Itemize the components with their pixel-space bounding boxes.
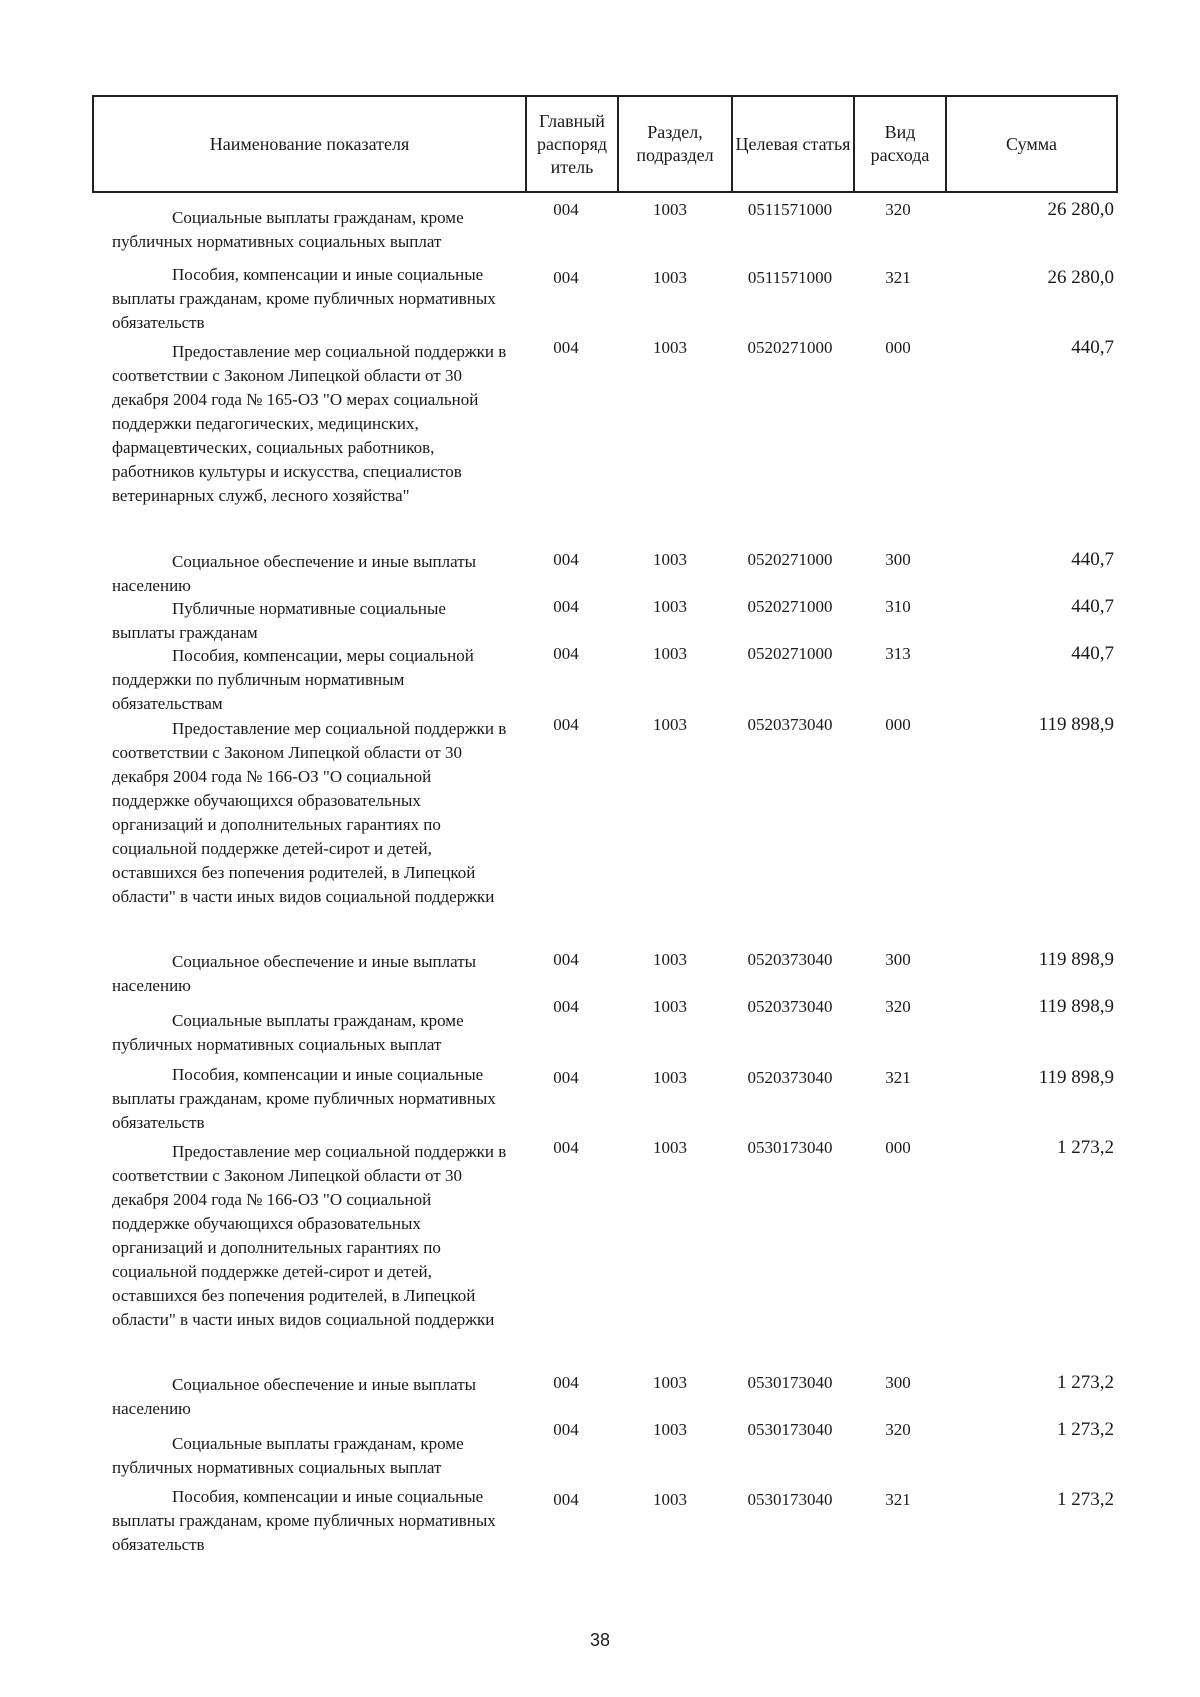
row-vid: 000 [885, 1138, 911, 1157]
row-vid: 000 [885, 715, 911, 734]
row-vid: 300 [885, 1373, 911, 1392]
table-header [92, 95, 1118, 193]
page-number: 38 [589, 1630, 611, 1650]
row-name: Социальное обеспечение и иные выплаты населению [112, 1375, 477, 1418]
row-glav: 004 [553, 1420, 579, 1439]
row-glav: 004 [553, 597, 579, 616]
row-name: Социальные выплаты гражданам, кроме публичных нормативных социальных выплат [112, 1434, 464, 1477]
row-vid: 300 [885, 950, 911, 969]
row-celevaya: 0520373040 [747, 997, 833, 1016]
row-name: Пособия, компенсации и иные социальные выплаты гражданам, кроме публичных нормативных обязательств [112, 1065, 496, 1132]
row-name: Предоставление мер социальной поддержки в соответствии с Законом Липецкой области от 30 декабря 2004 года № 166-ОЗ "О социальной поддержке обучающихся образовательных организаций и дополнительных гарантиях по социальной поддержке детей-сирот и детей, оставшихся без попечения родителей, в Липецкой области" в части иных видов социальной поддержки [112, 719, 507, 906]
header-glav: Главный распоряд итель [526, 96, 618, 192]
header-name: Наименование показателя [93, 96, 526, 192]
row-razdel: 1003 [653, 1420, 687, 1439]
row-sum: 440,7 [1071, 337, 1114, 358]
row-name: Предоставление мер социальной поддержки в соответствии с Законом Липецкой области от 30 декабря 2004 года № 166-ОЗ "О социальной поддержке обучающихся образовательных организаций и дополнительных гарантиях по социальной поддержке детей-сирот и детей, оставшихся без попечения родителей, в Липецкой области" в части иных видов социальной поддержки [112, 1142, 507, 1329]
row-sum: 119 898,9 [1038, 996, 1114, 1017]
row-celevaya: 0511571000 [747, 268, 833, 287]
row-vid: 313 [885, 644, 911, 663]
header-celevaya: Целевая статья [732, 96, 854, 192]
row-glav: 004 [553, 1138, 579, 1157]
row-razdel: 1003 [653, 1490, 687, 1509]
row-name: Пособия, компенсации и иные социальные выплаты гражданам, кроме публичных нормативных обязательств [112, 265, 496, 332]
row-sum: 1 273,2 [1057, 1419, 1114, 1440]
row-sum: 26 280,0 [1047, 199, 1114, 220]
row-vid: 320 [885, 1420, 911, 1439]
row-razdel: 1003 [653, 268, 687, 287]
row-razdel: 1003 [653, 644, 687, 663]
row-vid: 000 [885, 338, 911, 357]
row-sum: 1 273,2 [1057, 1372, 1114, 1393]
header-razdel: Раздел, подраздел [618, 96, 732, 192]
row-name: Предоставление мер социальной поддержки в соответствии с Законом Липецкой области от 30 декабря 2004 года № 165-ОЗ "О мерах социальной поддержки педагогических, медицинских, фармацевтических, социальных работников, работников культуры и искусства, специалистов ветеринарных служб, лесного хозяйства" [112, 342, 507, 505]
row-sum: 119 898,9 [1038, 949, 1114, 970]
row-sum: 1 273,2 [1057, 1137, 1114, 1158]
row-glav: 004 [553, 715, 579, 734]
row-razdel: 1003 [653, 1138, 687, 1157]
row-razdel: 1003 [653, 1068, 687, 1087]
row-glav: 004 [553, 550, 579, 569]
row-celevaya: 0520271000 [747, 550, 833, 569]
row-celevaya: 0520271000 [747, 338, 833, 357]
row-name: Пособия, компенсации и иные социальные выплаты гражданам, кроме публичных нормативных обязательств [112, 1487, 496, 1554]
row-glav: 004 [553, 1490, 579, 1509]
row-celevaya: 0530173040 [747, 1373, 833, 1392]
row-vid: 321 [885, 1490, 911, 1509]
row-sum: 440,7 [1071, 643, 1114, 664]
row-celevaya: 0520271000 [747, 597, 833, 616]
row-sum: 440,7 [1071, 549, 1114, 570]
row-vid: 300 [885, 550, 911, 569]
row-celevaya: 0530173040 [747, 1138, 833, 1157]
row-razdel: 1003 [653, 338, 687, 357]
row-celevaya: 0530173040 [747, 1420, 833, 1439]
row-glav: 004 [553, 950, 579, 969]
row-glav: 004 [553, 997, 579, 1016]
row-celevaya: 0520373040 [747, 715, 833, 734]
row-vid: 321 [885, 268, 911, 287]
row-sum: 440,7 [1071, 596, 1114, 617]
row-razdel: 1003 [653, 997, 687, 1016]
row-celevaya: 0520373040 [747, 950, 833, 969]
row-sum: 119 898,9 [1038, 714, 1114, 735]
row-glav: 004 [553, 644, 579, 663]
row-sum: 26 280,0 [1047, 267, 1114, 288]
header-summa: Сумма [946, 96, 1117, 192]
row-sum: 119 898,9 [1038, 1067, 1114, 1088]
row-name: Пособия, компенсации, меры социальной поддержки по публичным нормативным обязательствам [112, 646, 474, 713]
row-glav: 004 [553, 1373, 579, 1392]
row-razdel: 1003 [653, 597, 687, 616]
row-name: Социальные выплаты гражданам, кроме публичных нормативных социальных выплат [112, 208, 464, 251]
row-vid: 321 [885, 1068, 911, 1087]
row-name: Социальное обеспечение и иные выплаты населению [112, 552, 477, 595]
header-vid: Вид расхода [854, 96, 946, 192]
row-sum: 1 273,2 [1057, 1489, 1114, 1510]
row-celevaya: 0520373040 [747, 1068, 833, 1087]
row-razdel: 1003 [653, 550, 687, 569]
row-razdel: 1003 [653, 1373, 687, 1392]
row-glav: 004 [553, 1068, 579, 1087]
row-glav: 004 [553, 200, 579, 219]
row-name: Социальное обеспечение и иные выплаты населению [112, 952, 477, 995]
row-vid: 310 [885, 597, 911, 616]
row-razdel: 1003 [653, 200, 687, 219]
row-celevaya: 0530173040 [747, 1490, 833, 1509]
row-razdel: 1003 [653, 715, 687, 734]
row-glav: 004 [553, 268, 579, 287]
row-glav: 004 [553, 338, 579, 357]
row-razdel: 1003 [653, 950, 687, 969]
row-celevaya: 0520271000 [747, 644, 833, 663]
row-name: Социальные выплаты гражданам, кроме публичных нормативных социальных выплат [112, 1011, 464, 1054]
row-vid: 320 [885, 997, 911, 1016]
row-name: Публичные нормативные социальные выплаты гражданам [112, 599, 446, 642]
row-celevaya: 0511571000 [747, 200, 833, 219]
row-vid: 320 [885, 200, 911, 219]
